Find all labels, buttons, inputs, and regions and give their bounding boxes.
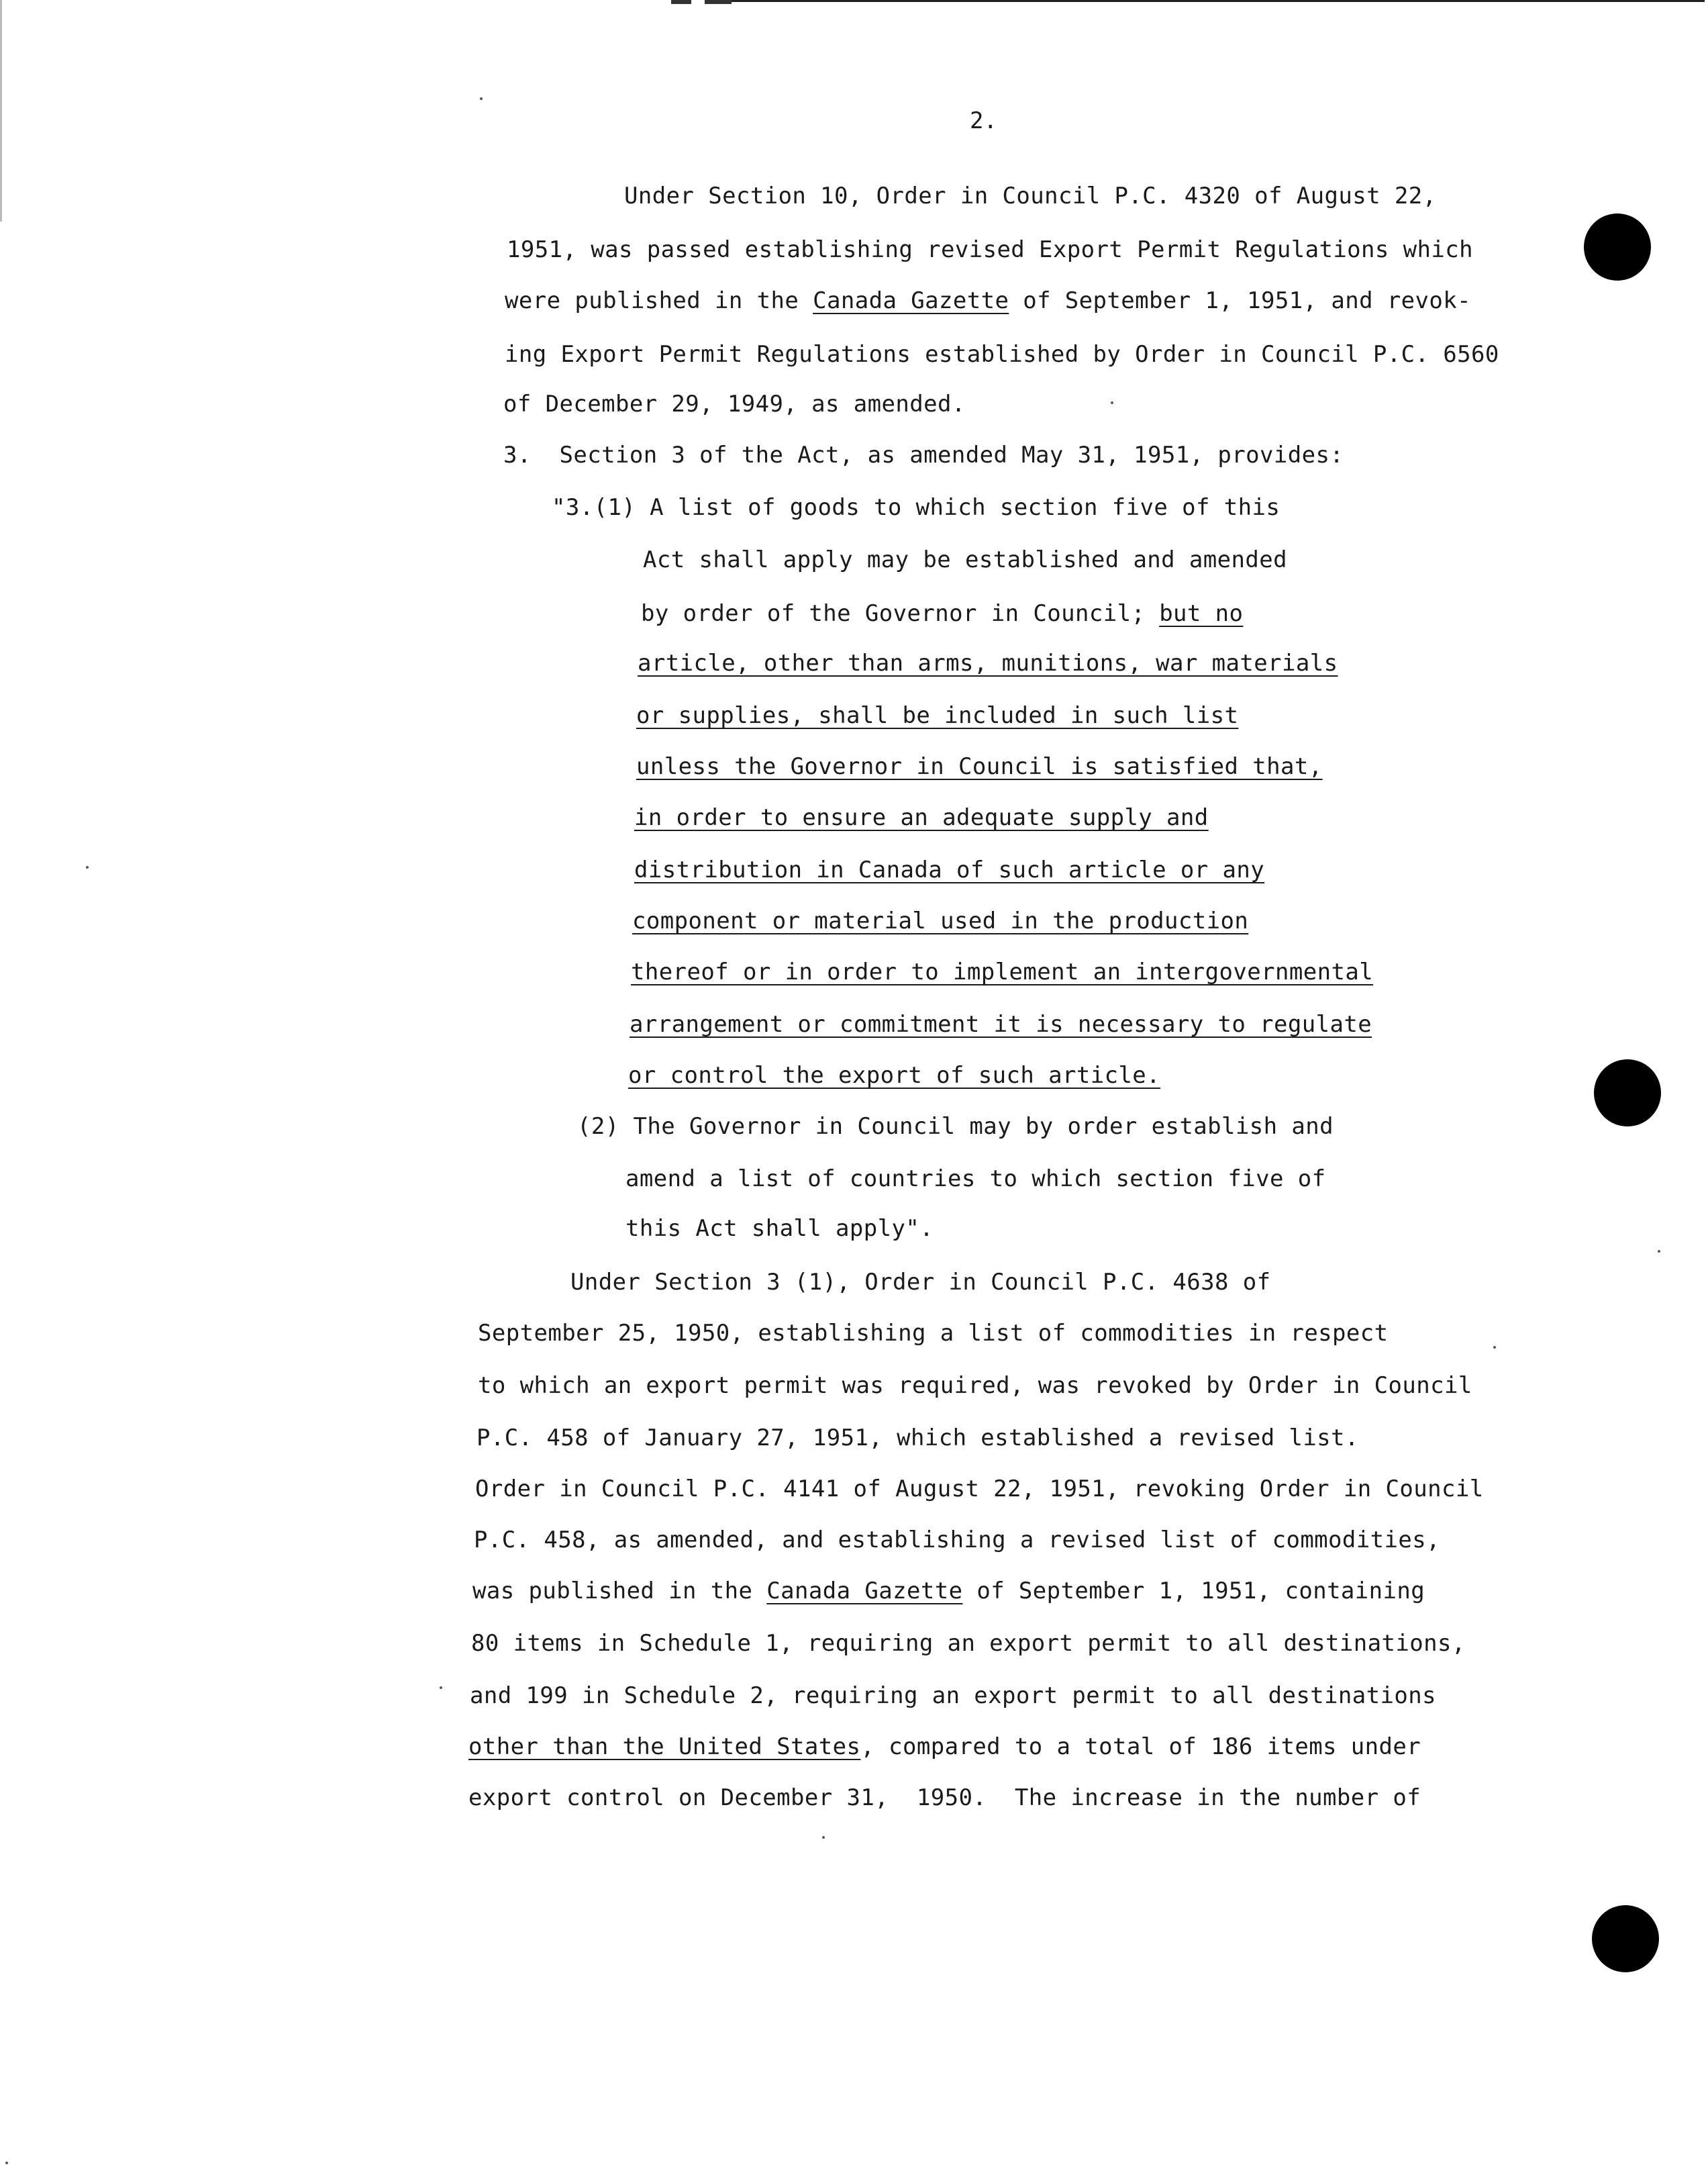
punch-hole-middle bbox=[1594, 1059, 1661, 1126]
para2-line-8: 80 items in Schedule 1, requiring an export permit to all destinations, bbox=[471, 1630, 1466, 1657]
quote-line-4: article, other than arms, munitions, war materials bbox=[638, 650, 1338, 677]
text-span: of September 1, 1951, and revok- bbox=[1009, 287, 1472, 314]
quote-line-10: thereof or in order to implement an intergovernmental bbox=[631, 959, 1374, 985]
page-number: 2. bbox=[970, 107, 997, 134]
scan-speck bbox=[480, 97, 483, 100]
scan-speck bbox=[440, 1686, 442, 1689]
scan-top-mark bbox=[705, 0, 732, 4]
quote-line-6: unless the Governor in Council is satisfied that, bbox=[636, 753, 1323, 780]
para1-line-1: Under Section 10, Order in Council P.C. 4320 of August 22, bbox=[624, 183, 1437, 209]
para2-line-3: to which an export permit was required, was revoked by Order in Council bbox=[478, 1372, 1472, 1399]
scan-top-mark bbox=[671, 0, 691, 4]
quote-line-5: or supplies, shall be included in such list bbox=[636, 702, 1239, 729]
scan-left-edge bbox=[0, 0, 2, 222]
quote-line-8: distribution in Canada of such article or any bbox=[634, 857, 1265, 883]
text-span: was published in the bbox=[472, 1578, 767, 1604]
para2-line-2: September 25, 1950, establishing a list of commodities in respect bbox=[478, 1320, 1389, 1347]
para1-line-4: ing Export Permit Regulations established by Order in Council P.C. 6560 bbox=[505, 341, 1499, 368]
quote-line-7: in order to ensure an adequate supply and bbox=[634, 804, 1209, 831]
text-span: were published in the bbox=[505, 287, 813, 314]
text-span: by order of the Governor in Council; bbox=[641, 600, 1160, 627]
para2-line-5: Order in Council P.C. 4141 of August 22, 1951, revoking Order in Council bbox=[475, 1476, 1484, 1502]
para1-line-5: of December 29, 1949, as amended. bbox=[503, 391, 966, 418]
para2-line-4: P.C. 458 of January 27, 1951, which established a revised list. bbox=[476, 1425, 1359, 1451]
punch-hole-bottom bbox=[1592, 1905, 1659, 1972]
para1-line-2: 1951, was passed establishing revised Export Permit Regulations which bbox=[507, 236, 1474, 263]
subsection-2-line-1: (2) The Governor in Council may by order establish and bbox=[577, 1113, 1334, 1140]
publication-title: Canada Gazette bbox=[813, 287, 1009, 314]
quote-line-3 bbox=[641, 600, 1243, 627]
section3-intro: 3. Section 3 of the Act, as amended May 31, 1951, provides: bbox=[503, 442, 1344, 469]
publication-title: Canada Gazette bbox=[766, 1578, 963, 1604]
quote-line-11: arrangement or commitment it is necessary to regulate bbox=[630, 1011, 1372, 1038]
para2-line-7 bbox=[472, 1578, 1425, 1604]
subsection-2-line-3: this Act shall apply". bbox=[625, 1215, 934, 1242]
para2-line-6: P.C. 458, as amended, and establishing a revised list of commodities, bbox=[474, 1527, 1441, 1553]
subsection-2-line-2: amend a list of countries to which section five of bbox=[625, 1165, 1326, 1192]
punch-hole-top bbox=[1584, 213, 1651, 281]
para2-line-1: Under Section 3 (1), Order in Council P.C. 4638 of bbox=[570, 1269, 1271, 1296]
scan-speck bbox=[1111, 401, 1113, 404]
scan-speck bbox=[1658, 1250, 1660, 1253]
scan-top-rule bbox=[711, 0, 1705, 2]
quote-line-9: component or material used in the production bbox=[632, 908, 1249, 934]
scan-speck bbox=[1493, 1346, 1496, 1349]
para2-line-10 bbox=[468, 1733, 1421, 1760]
underlined-text: but no bbox=[1159, 600, 1244, 627]
text-span: of September 1, 1951, containing bbox=[962, 1578, 1425, 1604]
underlined-text: other than the United States bbox=[468, 1733, 861, 1760]
quote-line-1: "3.(1) A list of goods to which section five of this bbox=[552, 494, 1280, 521]
para1-line-3 bbox=[505, 287, 1471, 314]
text-span: , compared to a total of 186 items under bbox=[860, 1733, 1421, 1760]
para2-line-9: and 199 in Schedule 2, requiring an export permit to all destinations bbox=[470, 1682, 1437, 1709]
scan-speck bbox=[5, 2162, 8, 2164]
quote-line-12: or control the export of such article. bbox=[628, 1062, 1161, 1089]
quote-line-2: Act shall apply may be established and amended bbox=[643, 546, 1288, 573]
scan-speck bbox=[86, 866, 89, 869]
scan-speck bbox=[822, 1836, 825, 1839]
para2-line-11: export control on December 31, 1950. The increase in the number of bbox=[468, 1784, 1421, 1811]
